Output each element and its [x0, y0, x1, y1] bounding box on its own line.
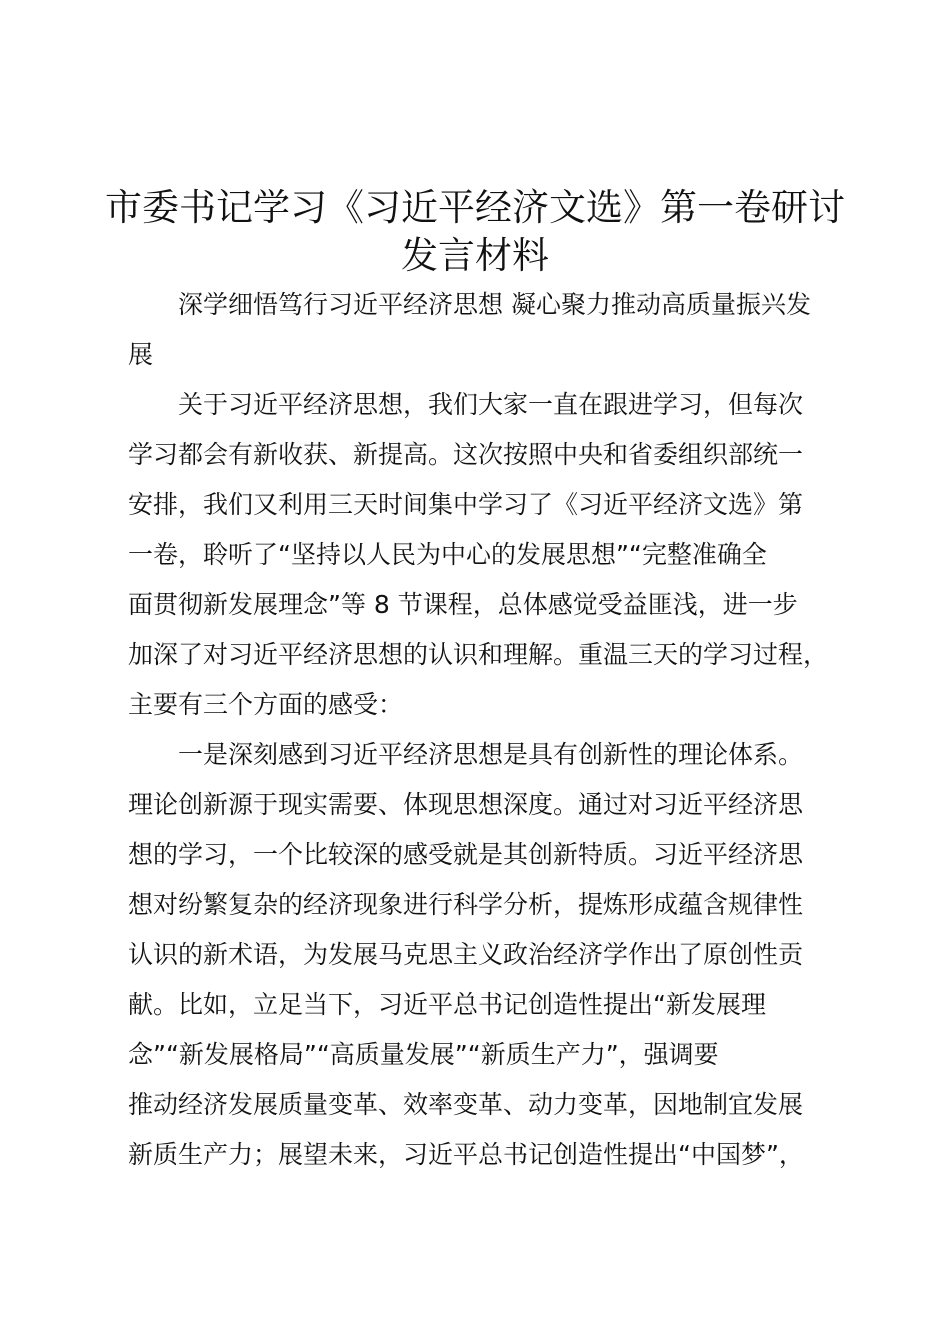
paragraph-line: 一卷，聆听了“坚持以人民为中心的发展思想”“完整准确全: [128, 540, 767, 569]
paragraph-line: 想对纷繁复杂的经济现象进行科学分析，提炼形成蕴含规律性: [128, 890, 804, 919]
paragraph-line: 主要有三个方面的感受：: [128, 690, 404, 719]
paragraph-line: 加深了对习近平经济思想的认识和理解。重温三天的学习过程，: [128, 640, 829, 669]
paragraph-line: 安排，我们又利用三天时间集中学习了《习近平经济文选》第: [128, 490, 804, 519]
paragraph-line: 认识的新术语，为发展马克思主义政治经济学作出了原创性贡: [128, 940, 804, 969]
paragraph-line: 推动经济发展质量变革、效率变革、动力变革，因地制宜发展: [128, 1090, 804, 1119]
paragraph-line: 学习都会有新收获、新提高。这次按照中央和省委组织部统一: [128, 440, 804, 469]
document-title-line-2: 发言材料: [401, 234, 549, 277]
paragraph-line: 一是深刻感到习近平经济思想是具有创新性的理论体系。: [178, 740, 804, 769]
paragraph-line: 理论创新源于现实需要、体现思想深度。通过对习近平经济思: [128, 790, 804, 819]
paragraph-line: 新质生产力；展望未来，习近平总书记创造性提出“中国梦”，: [128, 1140, 804, 1169]
paragraph-line: 献。比如，立足当下，习近平总书记创造性提出“新发展理: [128, 990, 766, 1019]
paragraph-line: 念”“新发展格局”“高质量发展”“新质生产力”，强调要: [128, 1040, 719, 1069]
paragraph-line: 深学细悟笃行习近平经济思想 凝心聚力推动高质量振兴发: [178, 290, 811, 319]
paragraph-line: 想的学习，一个比较深的感受就是其创新特质。习近平经济思: [128, 840, 804, 869]
paragraph-line: 关于习近平经济思想，我们大家一直在跟进学习，但每次: [178, 390, 804, 419]
document-title-line-1: 市委书记学习《习近平经济文选》第一卷研讨: [105, 186, 845, 229]
paragraph-line: 面贯彻新发展理念”等 8 节课程，总体感觉受益匪浅，进一步: [128, 590, 798, 619]
paragraph-line: 展: [128, 340, 154, 369]
